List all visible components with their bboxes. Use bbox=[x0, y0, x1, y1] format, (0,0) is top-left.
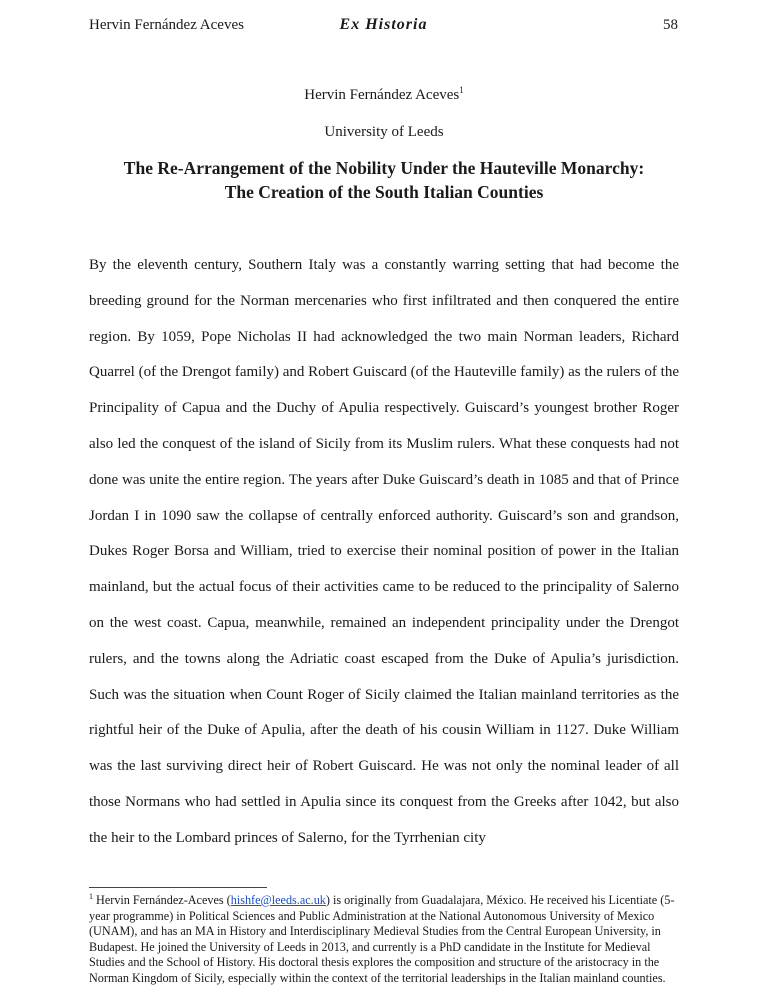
footnote: $^1$ Hervin Fernández-Aceves (hishfe@leeds.ac.uk) is originally from Guadalajara, México. He received his Licentiate (5-year programme) in Political Sciences and Public Administration at the National Autonomous University of Mexico (UNAM), and has an MA in History and Interdisciplinary Medieval Studies from the Central European University, in Budapest. He joined the University of Leeds in 2013, and currently is a PhD candidate in the Institute for Medieval Studies and the School of History. His doctoral thesis explores the composition and structure of the aristocracy in the Norman Kingdom of Sicily, especially within the context of the territorial leaderships in the Italian mainland counties. bbox=[89, 891, 675, 985]
footnote-marker: 1 bbox=[89, 891, 93, 901]
page-number: 58 bbox=[663, 17, 678, 33]
running-header bbox=[89, 17, 678, 39]
article-title: The Re-Arrangement of the Nobility Under the Hauteville Monarchy: The Creation of the South Italian Counties bbox=[123, 158, 645, 202]
body-paragraph: By the eleventh century, Southern Italy was a constantly warring setting that had become the breeding ground for the Norman mercenaries who first infiltrated and then conquered the entire region. By 1059, Pope Nicholas II had acknowledged the two main Norman leaders, Richard Quarrel (of the Drengot family) and Robert Guiscard (of the Hauteville family) as the rulers of the Principality of Capua and the Duchy of Apulia respectively. Guiscard’s youngest brother Roger also led the conquest of the island of Sicily from its Muslim rulers. What these conquests had not done was unite the entire region. The years after Duke Guiscard’s death in 1085 and that of Prince Jordan I in 1090 saw the collapse of centrally enforced authority. Guiscard’s son and grandson, Dukes Roger Borsa and William, tried to exercise their nominal position of power in the Italian mainland, but the actual focus of their activities came to be reduced to the principality of Salerno on the west coast. Capua, meanwhile, remained an independent principality under the Drengot rulers, and the towns along the Adriatic coast escaped from the Duke of Apulia’s jurisdiction. Such was the situation when Count Roger of Sicily claimed the Italian mainland territories as the rightful heir of the Duke of Apulia, after the death of his cousin William in 1127. Duke William was the last surviving direct heir of Robert Guiscard. He was not only the nominal leader of all those Normans who had settled in Apulia since its conquest from the Greeks after 1042, but also the heir to the Lombard princes of Salerno, for the Tyrrhenian city bbox=[89, 257, 679, 846]
header-author: Hervin Fernández Aceves bbox=[89, 17, 244, 33]
footnote-author: Hervin Fernández-Aceves bbox=[96, 893, 224, 907]
footnote-text: is originally from Guadalajara, México. He received his Licentiate (5-year programme) in Political Sciences and Public Administration at the National Autonomous University of Mexico (UNAM), and has an MA in History and Interdisciplinary Medieval Studies from the Central European University, in Budapest. He joined the University of Leeds in 2013, and currently is a PhD candidate in the Institute for Medieval Studies and the School of History. His doctoral thesis explores the composition and structure of the aristocracy in the Norman Kingdom of Sicily, especially within the context of the territorial leaderships in the Italian mainland counties. bbox=[89, 893, 675, 985]
email-link[interactable]: hishfe@leeds.ac.uk bbox=[230, 893, 326, 907]
author-name: Hervin Fernández Aceves bbox=[304, 87, 460, 103]
author-affiliation: University of Leeds bbox=[324, 124, 444, 140]
journal-name: Ex Historia bbox=[339, 16, 428, 33]
footnote-divider bbox=[89, 887, 267, 888]
author-line bbox=[0, 87, 768, 104]
footnote-ref[interactable]: 1 bbox=[459, 85, 464, 95]
